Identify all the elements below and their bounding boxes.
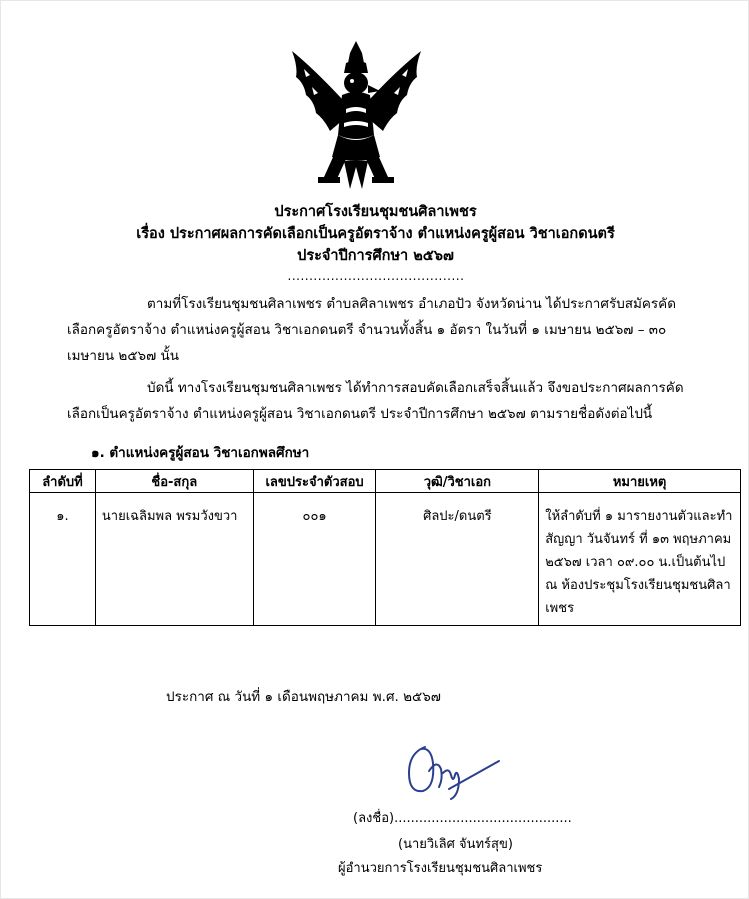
cell-name: นายเฉลิมพล พรมวังขวา xyxy=(95,493,253,626)
garuda-emblem xyxy=(284,39,429,192)
handwritten-signature xyxy=(399,739,509,801)
signature-line: (ลงชื่อ)........................................... xyxy=(353,811,572,826)
signer-position: ผู้อำนวยการโรงเรียนชุมชนศิลาเพชร xyxy=(338,861,543,876)
academic-year: ประจำปีการศึกษา ๒๕๖๗ xyxy=(297,248,454,264)
header-order: ลำดับที่ xyxy=(30,470,96,493)
paragraph-result xyxy=(67,375,697,427)
paragraph-intro xyxy=(67,291,697,369)
results-table xyxy=(29,469,741,626)
table-row xyxy=(30,493,741,626)
cell-exam-id: ๐๐๑ xyxy=(253,493,376,626)
paragraph-intro-text: ตามที่โรงเรียนชุมชนศิลาเพชร ตำบลศิลาเพชร อำเภอปัว จังหวัดน่าน ได้ประกาศรับสมัครคัดเลือกครูอัตราจ้าง ตำแหน่งครูผู้สอน วิชาเอกดนตรี จำนวนทั้งสิ้น ๑ อัตรา ในวันที่ ๑ เมษายน ๒๕๖๗ – ๓๐ เมษายน ๒๕๖๗ นั้น xyxy=(67,296,676,364)
header-exam-id: เลขประจำตัวสอบ xyxy=(253,470,376,493)
title-divider: ......................................... xyxy=(287,269,465,283)
announcement-subject: เรื่อง ประกาศผลการคัดเลือกเป็นครูอัตราจ้าง ตำแหน่งครูผู้สอน วิชาเอกดนตรี xyxy=(136,226,615,242)
table-header-row xyxy=(30,470,741,493)
header-degree: วุฒิ/วิชาเอก xyxy=(376,470,539,493)
announcement-title: ประกาศโรงเรียนชุมชนศิลาเพชร xyxy=(274,204,477,220)
header-remark: หมายเหตุ xyxy=(539,470,741,493)
paragraph-result-text: บัดนี้ ทางโรงเรียนชุมชนศิลาเพชร ได้ทำการสอบคัดเลือกเสร็จสิ้นแล้ว จึงขอประกาศผลการคัดเลือกเป็นครูอัตราจ้าง ตำแหน่งครูผู้สอน วิชาเอกดนตรี ประจำปีการศึกษา ๒๕๖๗ ตามรายชื่อดังต่อไปนี้ xyxy=(67,380,684,422)
cell-order: ๑. xyxy=(30,493,96,626)
cell-remark: ให้ลำดับที่ ๑ มารายงานตัวและทำสัญญา วันจันทร์ ที่ ๑๓ พฤษภาคม ๒๕๖๗ เวลา ๐๙.๐๐ น.เป็นต้นไป ณ ห้องประชุมโรงเรียนชุมชนศิลาเพชร xyxy=(539,493,741,626)
cell-degree: ศิลปะ/ดนตรี xyxy=(376,493,539,626)
section-heading: ๑. ตำแหน่งครูผู้สอน วิชาเอกพลศึกษา xyxy=(91,445,310,461)
signer-name: (นายวิเลิศ จันทร์สุข) xyxy=(398,837,513,852)
announcement-date: ประกาศ ณ วันที่ ๑ เดือนพฤษภาคม พ.ศ. ๒๕๖๗ xyxy=(166,689,441,705)
header-name: ชื่อ-สกุล xyxy=(95,470,253,493)
